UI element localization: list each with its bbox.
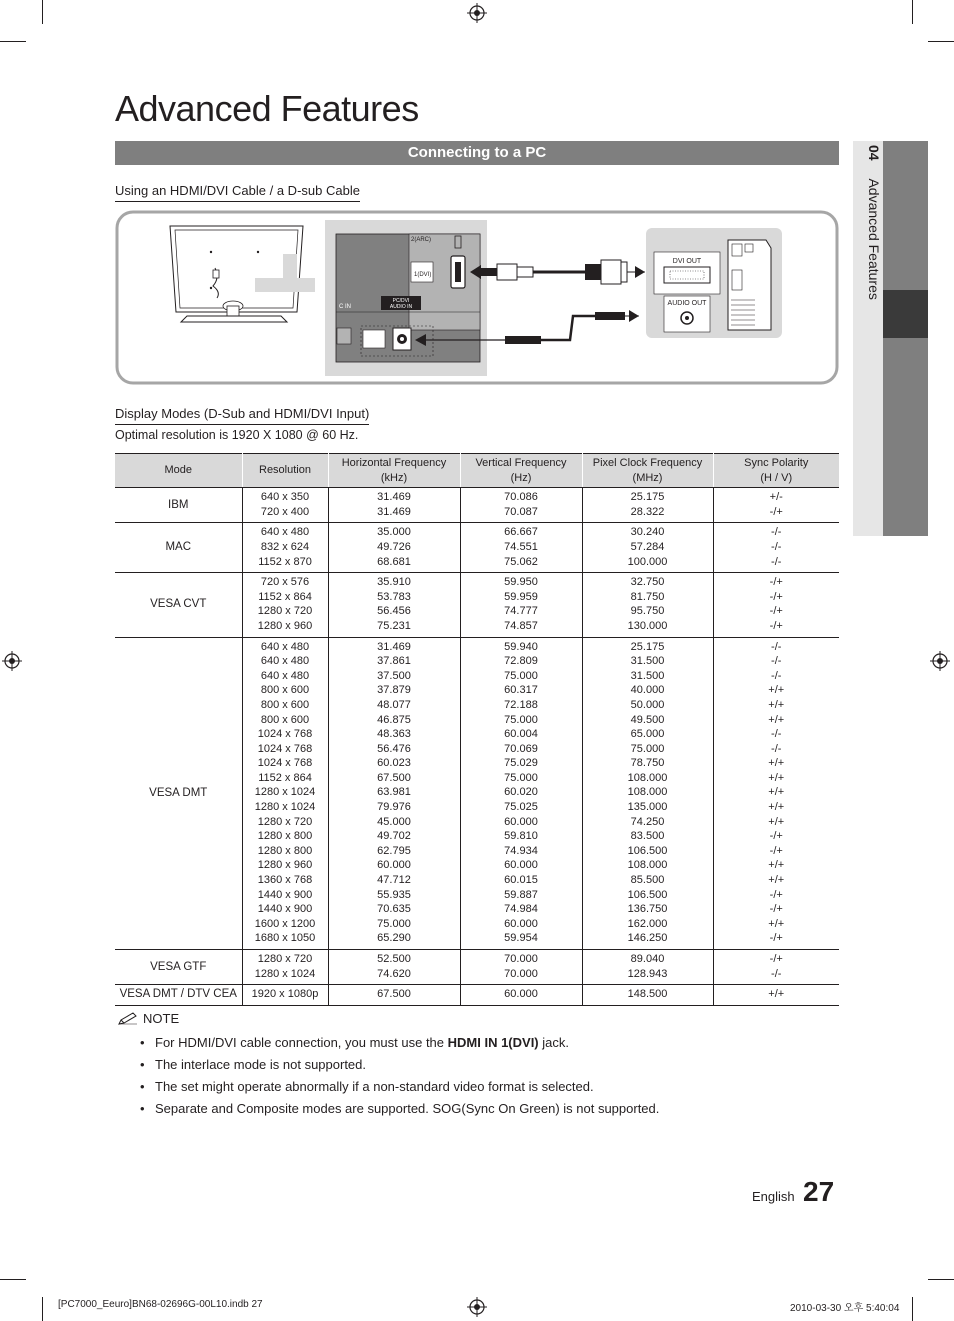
cell-value: 35.000 [377, 526, 411, 539]
cell-value: 31.500 [630, 669, 665, 682]
cell-value: 1152 x 864 [258, 771, 312, 784]
cell-value: -/- [771, 742, 782, 755]
svg-text:2(ARC): 2(ARC) [411, 237, 432, 243]
value-cell [582, 573, 713, 637]
cell-value: 70.000 [504, 967, 538, 980]
value-cell [328, 637, 460, 949]
cell-value: 66.667 [504, 526, 538, 539]
table-row [115, 523, 839, 573]
registration-mark-icon [467, 3, 487, 23]
value-cell [582, 523, 713, 573]
cell-value: 1600 x 1200 [254, 917, 316, 930]
cell-value: 1440 x 900 [257, 903, 313, 916]
column-header [115, 454, 242, 488]
column-header-line: (Hz) [510, 471, 532, 484]
cell-value: 85.500 [630, 874, 665, 887]
side-tab-label [858, 145, 882, 345]
column-header-line: Sync Polarity [744, 457, 809, 469]
column-header-line: Horizontal Frequency [341, 457, 447, 469]
cell-value: +/+ [768, 698, 785, 711]
crop-mark [912, 0, 913, 24]
cell-value: 50.000 [630, 698, 665, 711]
cell-value: 35.910 [377, 576, 411, 589]
side-tab-strip [883, 141, 928, 536]
cell-value: 31.469 [377, 505, 411, 518]
pc-back-illustration [646, 228, 782, 338]
pencil-note-icon [117, 1012, 139, 1026]
note-title: NOTE [143, 1011, 180, 1026]
table-body [115, 488, 839, 1006]
cell-value: -/- [771, 526, 782, 539]
mode-cell: VESA DMT [115, 637, 242, 949]
cell-value: 70.000 [504, 953, 538, 965]
cell-value: 70.069 [504, 742, 538, 755]
cell-value: 74.620 [377, 967, 411, 980]
cell-value: 108.000 [627, 859, 668, 872]
crop-mark [0, 41, 26, 42]
cell-value: 720 x 400 [260, 505, 310, 518]
value-cell [460, 523, 582, 573]
cell-value: 135.000 [627, 801, 668, 814]
column-header-line: (kHz) [380, 471, 408, 484]
cell-value: 83.500 [630, 830, 665, 843]
cell-value: 60.023 [377, 757, 411, 770]
cell-value: +/+ [768, 771, 785, 784]
cell-value: 37.861 [377, 655, 411, 668]
svg-text:PC/DVI: PC/DVI [392, 298, 410, 304]
cell-value: 60.000 [504, 917, 538, 930]
value-cell [713, 573, 839, 637]
cell-value: 1360 x 768 [257, 874, 313, 887]
cell-value: -/+ [769, 888, 783, 901]
cell-value: 49.726 [377, 540, 411, 553]
value-cell [242, 488, 328, 523]
cell-value: 60.000 [377, 859, 411, 872]
value-cell [582, 637, 713, 949]
cell-value: +/+ [768, 757, 785, 770]
display-modes-table [115, 453, 839, 1006]
table-row [115, 488, 839, 523]
cell-value: 47.712 [377, 874, 411, 887]
cell-value: 148.500 [627, 988, 668, 1001]
mode-cell: MAC [115, 523, 242, 573]
table-row [115, 985, 839, 1006]
cell-value: 75.000 [377, 917, 411, 930]
note-item: • For HDMI/DVI cable connection, you must use the HDMI IN 1(DVI) jack. [140, 1032, 659, 1054]
cell-value: 68.681 [377, 555, 411, 568]
cell-value: 95.750 [630, 605, 665, 618]
cell-value: 1280 x 960 [257, 619, 313, 632]
cell-value: 62.795 [377, 844, 411, 857]
cell-value: 45.000 [377, 815, 411, 828]
column-header [460, 454, 582, 488]
cell-value: +/+ [768, 815, 785, 828]
cell-value: 74.551 [504, 540, 538, 553]
cell-value: -/+ [769, 576, 783, 589]
cell-value: 1152 x 864 [258, 590, 312, 603]
column-header [713, 454, 839, 488]
cell-value: 25.175 [630, 640, 665, 653]
cell-value: 78.750 [630, 757, 665, 770]
cell-value: -/+ [769, 953, 783, 965]
cell-value: 1024 x 768 [257, 742, 313, 755]
cell-value: +/+ [768, 988, 785, 1001]
cell-value: 108.000 [627, 786, 668, 799]
value-cell [582, 985, 713, 1006]
section-header: Connecting to a PC [115, 141, 839, 165]
cell-value: 146.250 [627, 932, 668, 945]
svg-text:C IN: C IN [339, 304, 351, 310]
cell-value: 1024 x 768 [257, 728, 313, 741]
cell-value: 128.943 [627, 967, 668, 980]
cell-value: 1920 x 1080p [251, 988, 319, 1001]
cell-value: 1152 x 870 [258, 555, 312, 568]
cell-value: 1280 x 960 [257, 859, 313, 872]
cell-value: 60.000 [504, 859, 538, 872]
value-cell [242, 523, 328, 573]
cell-value: 162.000 [627, 917, 668, 930]
cell-value: 40.000 [630, 684, 665, 697]
cell-value: -/+ [769, 590, 783, 603]
cell-value: 800 x 600 [260, 713, 310, 726]
chapter-title: Advanced Features [866, 178, 882, 300]
cell-value: 59.954 [504, 932, 538, 945]
cell-value: 832 x 624 [260, 540, 310, 553]
cell-value: -/- [771, 555, 782, 568]
cell-value: 53.783 [377, 590, 411, 603]
cell-value: 48.077 [377, 698, 411, 711]
cell-value: 800 x 600 [260, 698, 310, 711]
cell-value: 60.004 [504, 728, 538, 741]
cell-value: 60.015 [504, 874, 538, 887]
cell-value: 1680 x 1050 [254, 932, 316, 945]
cell-value: 1280 x 720 [257, 605, 313, 618]
note-item: • The set might operate abnormally if a non-standard video format is selected. [140, 1076, 659, 1098]
cell-value: 1280 x 1024 [254, 967, 316, 980]
cell-value: +/+ [768, 917, 785, 930]
cell-value: 57.284 [630, 540, 665, 553]
cell-value: 37.879 [377, 684, 411, 697]
value-cell [460, 573, 582, 637]
cell-value: 1024 x 768 [257, 757, 313, 770]
svg-text:DVI OUT: DVI OUT [672, 258, 702, 265]
crop-mark [928, 41, 954, 42]
cell-value: 1280 x 720 [257, 815, 313, 828]
cell-value: +/- [769, 491, 783, 504]
value-cell [242, 637, 328, 949]
cell-value: 59.887 [504, 888, 538, 901]
value-cell [713, 985, 839, 1006]
cell-value: 65.290 [377, 932, 411, 945]
value-cell [713, 488, 839, 523]
cell-value: 52.500 [377, 953, 411, 965]
cell-value: 75.025 [504, 801, 538, 814]
crop-mark [42, 1297, 43, 1321]
print-slug-right: 2010-03-30 오후 5:40:04 [790, 1303, 900, 1314]
jack-name: HDMI IN 1(DVI) [447, 1035, 539, 1050]
cell-value: 67.500 [377, 771, 411, 784]
note-item: • Separate and Composite modes are supported. SOG(Sync On Green) is not supported. [140, 1098, 659, 1120]
subheading-cable: Using an HDMI/DVI Cable / a D-sub Cable [115, 183, 360, 202]
tv-back-illustration [170, 226, 315, 322]
cell-value: 800 x 600 [260, 684, 310, 697]
table-header [115, 454, 839, 488]
cell-value: -/- [771, 655, 782, 668]
cell-value: 70.635 [377, 903, 411, 916]
cell-value: 106.500 [627, 888, 668, 901]
cell-value: -/+ [769, 844, 783, 857]
note-item: • The interlace mode is not supported. [140, 1054, 659, 1076]
column-header-line: Mode [164, 464, 193, 477]
cell-value: 75.231 [377, 619, 411, 632]
cell-value: 70.086 [504, 491, 538, 504]
cell-value: -/- [771, 728, 782, 741]
cell-value: 100.000 [627, 555, 668, 568]
cell-value: 136.750 [627, 903, 668, 916]
cell-value: 59.940 [504, 640, 538, 653]
cell-value: 59.810 [504, 830, 538, 843]
cell-value: -/+ [769, 505, 783, 518]
cell-value: 49.500 [630, 713, 665, 726]
column-header-line: Vertical Frequency [475, 457, 567, 469]
cell-value: 74.777 [504, 605, 538, 618]
cell-value: 60.020 [504, 786, 538, 799]
registration-mark-icon [467, 1297, 487, 1317]
value-cell [242, 950, 328, 985]
value-cell [328, 523, 460, 573]
cell-value: 67.500 [377, 988, 411, 1001]
cell-value: 72.188 [504, 698, 538, 711]
value-cell [242, 985, 328, 1006]
table-row [115, 637, 839, 949]
cell-value: 1280 x 1024 [254, 801, 316, 814]
value-cell [242, 573, 328, 637]
cell-value: 28.322 [630, 505, 665, 518]
cell-value: 25.175 [630, 491, 665, 504]
print-slug-left: [PC7000_Eeuro]BN68-02696G-00L10.indb 27 [58, 1299, 263, 1310]
cell-value: 74.984 [504, 903, 538, 916]
cell-value: 32.750 [630, 576, 665, 589]
cell-value: 640 x 350 [260, 491, 310, 504]
cell-value: 60.317 [504, 684, 538, 697]
value-cell [328, 985, 460, 1006]
cell-value: +/+ [768, 684, 785, 697]
cell-value: 1280 x 1024 [254, 786, 316, 799]
cell-value: +/+ [768, 801, 785, 814]
mode-cell: VESA GTF [115, 950, 242, 985]
cell-value: +/+ [768, 713, 785, 726]
cell-value: 1440 x 900 [257, 888, 313, 901]
value-cell [460, 950, 582, 985]
cell-value: -/- [771, 669, 782, 682]
cell-value: 75.000 [504, 771, 538, 784]
cell-value: 640 x 480 [260, 655, 310, 668]
svg-text:AUDIO IN: AUDIO IN [389, 304, 413, 310]
cell-value: 1280 x 800 [257, 844, 313, 857]
cell-value: 89.040 [630, 953, 665, 965]
cell-value: 720 x 576 [260, 576, 310, 589]
mode-cell: IBM [115, 488, 242, 523]
crop-mark [928, 1279, 954, 1280]
connection-diagram [115, 210, 839, 386]
table-row [115, 573, 839, 637]
cell-value: 31.500 [630, 655, 665, 668]
value-cell [713, 637, 839, 949]
cell-value: 60.000 [504, 815, 538, 828]
cell-value: 72.809 [504, 655, 538, 668]
table-row [115, 950, 839, 985]
cell-value: 1280 x 800 [257, 830, 313, 843]
cell-value: -/+ [769, 830, 783, 843]
value-cell [328, 573, 460, 637]
value-cell [713, 950, 839, 985]
cell-value: 640 x 480 [260, 640, 310, 653]
column-header [582, 454, 713, 488]
cell-value: 59.950 [504, 576, 538, 589]
cell-value: -/- [771, 640, 782, 653]
column-header-line: Resolution [259, 464, 311, 477]
cell-value: 31.469 [377, 491, 411, 504]
value-cell [460, 985, 582, 1006]
note-list [140, 1032, 659, 1120]
crop-mark [912, 1297, 913, 1321]
value-cell [460, 488, 582, 523]
cell-value: 74.250 [630, 815, 665, 828]
cell-value: 56.476 [377, 742, 411, 755]
cell-value: 46.875 [377, 713, 411, 726]
cell-value: 106.500 [627, 844, 668, 857]
cell-value: 70.087 [504, 505, 538, 518]
side-tab-marker [883, 290, 928, 338]
table-header-row [115, 454, 839, 488]
svg-text:AUDIO OUT: AUDIO OUT [667, 300, 707, 307]
cell-value: 75.000 [504, 669, 538, 682]
cell-value: 640 x 480 [260, 669, 310, 682]
cell-value: -/+ [769, 605, 783, 618]
cell-value: 75.000 [504, 713, 538, 726]
svg-text:1(DVI): 1(DVI) [414, 272, 432, 278]
value-cell [713, 523, 839, 573]
column-header [242, 454, 328, 488]
cell-value: 75.062 [504, 555, 538, 568]
cell-value: 75.000 [630, 742, 665, 755]
cell-value: 59.959 [504, 590, 538, 603]
cell-value: 81.750 [630, 590, 665, 603]
registration-mark-icon [930, 651, 950, 671]
registration-mark-icon [2, 651, 22, 671]
cell-value: +/+ [768, 859, 785, 872]
mode-cell: VESA CVT [115, 573, 242, 637]
column-header [328, 454, 460, 488]
cell-value: 49.702 [377, 830, 411, 843]
mode-cell: VESA DMT / DTV CEA [115, 985, 242, 1006]
value-cell [460, 637, 582, 949]
column-header-line: (MHz) [632, 471, 663, 484]
cell-value: -/+ [769, 619, 783, 632]
crop-mark [42, 0, 43, 24]
cell-value: +/+ [768, 786, 785, 799]
value-cell [582, 488, 713, 523]
cell-value: 640 x 480 [260, 526, 310, 539]
footer-language: English [752, 1189, 795, 1204]
cell-value: 31.469 [377, 640, 411, 653]
page-title: Advanced Features [115, 88, 419, 129]
note-heading [117, 1011, 179, 1026]
value-cell [328, 950, 460, 985]
cell-value: -/- [771, 540, 782, 553]
cell-value: -/- [771, 967, 782, 980]
cell-value: 48.363 [377, 728, 411, 741]
cell-value: 65.000 [630, 728, 665, 741]
cell-value: 75.029 [504, 757, 538, 770]
cell-value: 1280 x 720 [257, 953, 313, 965]
cell-value: 130.000 [627, 619, 668, 632]
optimal-resolution-text: Optimal resolution is 1920 X 1080 @ 60 Hz. [115, 428, 359, 442]
cell-value: 30.240 [630, 526, 665, 539]
cell-value: 60.000 [504, 988, 538, 1001]
cell-value: 108.000 [627, 771, 668, 784]
cell-value: -/+ [769, 903, 783, 916]
value-cell [328, 488, 460, 523]
cell-value: 56.456 [377, 605, 411, 618]
page-number: 27 [803, 1176, 835, 1207]
cell-value: -/+ [769, 932, 783, 945]
cell-value: 74.857 [504, 619, 538, 632]
value-cell [582, 950, 713, 985]
subheading-display-modes: Display Modes (D-Sub and HDMI/DVI Input) [115, 406, 369, 425]
cell-value: 37.500 [377, 669, 411, 682]
cell-value: 74.934 [504, 844, 538, 857]
chapter-number: 04 [866, 145, 882, 161]
cell-value: 63.981 [377, 786, 411, 799]
cell-value: 55.935 [377, 888, 411, 901]
column-header-line: Pixel Clock Frequency [592, 457, 703, 469]
column-header-line: (H / V) [760, 471, 793, 484]
cell-value: 79.976 [377, 801, 411, 814]
cell-value: +/+ [768, 874, 785, 887]
crop-mark [0, 1279, 26, 1280]
